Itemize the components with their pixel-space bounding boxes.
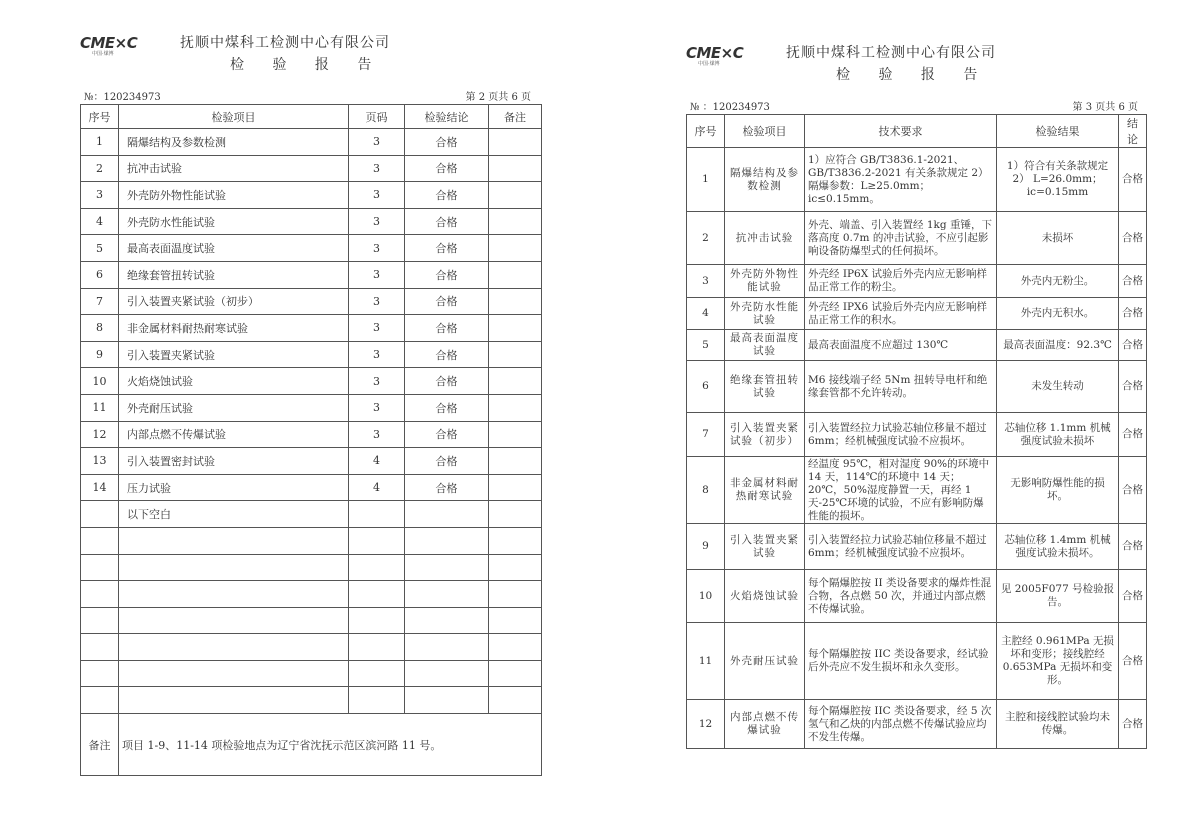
empty-cell <box>489 687 542 714</box>
table-row <box>687 700 1147 749</box>
table-row <box>687 623 1147 700</box>
row-result: 见 2005F077 号检验报告。 <box>997 570 1119 623</box>
row-requirement: 外壳经 IP6X 试验后外壳内应无影响样品正常工作的粉尘。 <box>805 265 997 298</box>
row-number: 12 <box>81 421 119 448</box>
logo-text: CME×C <box>686 44 744 62</box>
table-row <box>81 474 542 501</box>
empty-cell <box>349 687 405 714</box>
row-requirement: M6 接线端子经 5Nm 扭转导电杆和绝缘套管都不允许转动。 <box>805 361 997 413</box>
row-remark <box>489 208 542 235</box>
row-conclusion: 合格 <box>405 448 489 475</box>
row-requirement: 最高表面温度不应超过 130℃ <box>805 330 997 361</box>
empty-cell <box>119 527 349 554</box>
row-number: 6 <box>81 261 119 288</box>
row-number: 5 <box>687 330 725 361</box>
row-number: 10 <box>687 570 725 623</box>
row-item: 外壳防外物性能试验 <box>119 182 349 209</box>
row-number: 3 <box>687 265 725 298</box>
row-remark <box>489 129 542 156</box>
empty-cell <box>489 607 542 634</box>
page-header <box>80 28 545 88</box>
row-item: 抗冲击试验 <box>119 155 349 182</box>
table-row <box>81 341 542 368</box>
page-header <box>686 38 1152 98</box>
row-page: 3 <box>349 368 405 395</box>
empty-cell <box>349 581 405 608</box>
row-item: 内部点燃不传爆试验 <box>725 700 805 749</box>
row-number: 4 <box>687 298 725 330</box>
row-conclusion: 合格 <box>405 315 489 342</box>
table-row <box>81 368 542 395</box>
table-row <box>687 148 1147 212</box>
inspection-summary-table <box>80 104 542 776</box>
row-item: 最高表面温度试验 <box>725 330 805 361</box>
empty-cell <box>81 634 119 661</box>
header-requirement: 技术要求 <box>805 115 997 148</box>
row-page: 4 <box>349 448 405 475</box>
empty-row <box>81 554 542 581</box>
header-item: 检验项目 <box>119 105 349 129</box>
row-item: 外壳耐压试验 <box>119 394 349 421</box>
row-conclusion: 合格 <box>405 421 489 448</box>
row-conclusion: 合格 <box>405 474 489 501</box>
report-page-2 <box>80 28 545 776</box>
row-number: 2 <box>687 212 725 265</box>
row-item: 压力试验 <box>119 474 349 501</box>
empty-row <box>81 660 542 687</box>
row-conclusion: 合格 <box>405 288 489 315</box>
row-result: 无影响防爆性能的损坏。 <box>997 457 1119 524</box>
empty-row <box>81 527 542 554</box>
page-number: 第 2 页共 6 页 <box>465 92 531 103</box>
row-requirement: 外壳经 IPX6 试验后外壳内应无影响样品正常工作的积水。 <box>805 298 997 330</box>
row-number: 2 <box>81 155 119 182</box>
row-item: 内部点燃不传爆试验 <box>119 421 349 448</box>
row-result: 1）符合有关条款规定 2） L=26.0mm；ic=0.15mm <box>997 148 1119 212</box>
table-row <box>81 182 542 209</box>
empty-cell <box>119 660 349 687</box>
row-page: 3 <box>349 235 405 262</box>
empty-cell <box>349 501 405 528</box>
header-conclusion: 结论 <box>1119 115 1147 148</box>
row-item: 引入装置密封试验 <box>119 448 349 475</box>
empty-cell <box>119 554 349 581</box>
row-page: 3 <box>349 288 405 315</box>
row-item: 绝缘套管扭转试验 <box>725 361 805 413</box>
empty-cell <box>81 607 119 634</box>
empty-cell <box>81 501 119 528</box>
company-name: 抚顺中煤科工检测中心有限公司 <box>180 35 390 51</box>
row-number: 7 <box>81 288 119 315</box>
empty-cell <box>405 634 489 661</box>
row-item: 非金属材料耐热耐寒试验 <box>725 457 805 524</box>
empty-cell <box>81 527 119 554</box>
table-row <box>81 129 542 156</box>
table-row <box>687 457 1147 524</box>
row-conclusion: 合格 <box>1119 148 1147 212</box>
row-remark <box>489 235 542 262</box>
empty-cell <box>81 687 119 714</box>
row-item: 火焰烧蚀试验 <box>725 570 805 623</box>
row-conclusion: 合格 <box>1119 413 1147 457</box>
row-requirement: 引入装置经拉力试验芯轴位移量不超过 6mm；经机械强度试验不应损坏。 <box>805 524 997 570</box>
empty-cell <box>119 687 349 714</box>
row-page: 3 <box>349 129 405 156</box>
row-item: 外壳防外物性能试验 <box>725 265 805 298</box>
row-conclusion: 合格 <box>1119 361 1147 413</box>
meta-row <box>80 88 545 104</box>
row-number: 5 <box>81 235 119 262</box>
row-item: 外壳防水性能试验 <box>119 208 349 235</box>
empty-cell <box>405 687 489 714</box>
table-row <box>81 261 542 288</box>
empty-cell <box>119 581 349 608</box>
logo-subtext: 中国·煤博 <box>92 51 114 57</box>
empty-cell <box>489 634 542 661</box>
table-row <box>687 265 1147 298</box>
empty-cell <box>81 581 119 608</box>
row-requirement: 每个隔爆腔按 IIC 类设备要求，经试验后外壳应不发生损坏和永久变形。 <box>805 623 997 700</box>
empty-cell <box>489 554 542 581</box>
row-remark <box>489 474 542 501</box>
empty-row <box>81 634 542 661</box>
row-page: 3 <box>349 421 405 448</box>
table-row <box>81 315 542 342</box>
report-number: № ：120234973 <box>690 102 770 113</box>
row-conclusion: 合格 <box>405 341 489 368</box>
table-row <box>687 413 1147 457</box>
table-row <box>81 288 542 315</box>
header-page: 页码 <box>349 105 405 129</box>
row-result: 外壳内无积水。 <box>997 298 1119 330</box>
row-number: 7 <box>687 413 725 457</box>
report-page-3 <box>686 38 1152 749</box>
row-page: 4 <box>349 474 405 501</box>
row-remark <box>489 315 542 342</box>
empty-cell <box>119 607 349 634</box>
row-conclusion: 合格 <box>1119 524 1147 570</box>
row-conclusion: 合格 <box>1119 265 1147 298</box>
empty-cell <box>405 607 489 634</box>
empty-cell <box>489 660 542 687</box>
row-remark <box>489 288 542 315</box>
company-logo <box>80 34 142 64</box>
row-page: 3 <box>349 394 405 421</box>
empty-cell <box>405 527 489 554</box>
row-number: 6 <box>687 361 725 413</box>
row-conclusion: 合格 <box>1119 298 1147 330</box>
header-no: 序号 <box>81 105 119 129</box>
row-conclusion: 合格 <box>1119 623 1147 700</box>
empty-cell <box>489 581 542 608</box>
empty-cell <box>405 660 489 687</box>
empty-cell <box>489 501 542 528</box>
row-number: 12 <box>687 700 725 749</box>
row-page: 3 <box>349 208 405 235</box>
row-conclusion: 合格 <box>1119 700 1147 749</box>
row-result: 未发生转动 <box>997 361 1119 413</box>
row-number: 4 <box>81 208 119 235</box>
table-row <box>687 524 1147 570</box>
table-row <box>687 298 1147 330</box>
empty-cell <box>119 634 349 661</box>
row-number: 9 <box>81 341 119 368</box>
row-number: 8 <box>687 457 725 524</box>
row-item: 外壳防水性能试验 <box>725 298 805 330</box>
company-name: 抚顺中煤科工检测中心有限公司 <box>786 45 996 61</box>
row-number: 3 <box>81 182 119 209</box>
empty-cell <box>405 554 489 581</box>
report-title: 检 验 报 告 <box>230 57 384 73</box>
row-requirement: 外壳、端盖、引入装置经 1kg 重锤，下落高度 0.7m 的冲击试验，不应引起影响设备防爆型式的任何损坏。 <box>805 212 997 265</box>
table-row <box>81 448 542 475</box>
row-conclusion: 合格 <box>405 235 489 262</box>
empty-row <box>81 607 542 634</box>
row-remark <box>489 448 542 475</box>
table-header-row <box>81 105 542 129</box>
row-result: 主腔和接线腔试验均未传爆。 <box>997 700 1119 749</box>
row-result: 外壳内无粉尘。 <box>997 265 1119 298</box>
empty-cell <box>349 660 405 687</box>
remarks-row <box>81 714 542 776</box>
empty-cell <box>405 581 489 608</box>
empty-cell <box>489 527 542 554</box>
row-item: 隔爆结构及参数检测 <box>725 148 805 212</box>
table-row <box>687 361 1147 413</box>
row-remark <box>489 155 542 182</box>
row-number: 8 <box>81 315 119 342</box>
row-conclusion: 合格 <box>405 129 489 156</box>
row-item: 最高表面温度试验 <box>119 235 349 262</box>
company-logo <box>686 44 748 74</box>
row-requirement: 每个隔爆腔按 IIC 类设备要求，经 5 次氢气和乙炔的内部点燃不传爆试验应均不发生传爆。 <box>805 700 997 749</box>
meta-row <box>686 98 1152 114</box>
empty-row <box>81 687 542 714</box>
row-number: 9 <box>687 524 725 570</box>
inspection-detail-table <box>686 114 1147 749</box>
row-conclusion: 合格 <box>1119 212 1147 265</box>
remarks-label: 备注 <box>81 714 119 776</box>
row-requirement: 经温度 95℃，相对湿度 90%的环境中 14 天，114℃的环境中 14 天；20℃，50%湿度静置一天，再经 1 天-25℃环境的试验，不应有影响防爆性能的损坏。 <box>805 457 997 524</box>
row-item: 引入装置夹紧试验 <box>119 341 349 368</box>
empty-cell <box>81 660 119 687</box>
row-number: 1 <box>81 129 119 156</box>
table-header-row <box>687 115 1147 148</box>
remarks-text: 项目 1-9、11-14 项检验地点为辽宁省沈抚示范区滨河路 11 号。 <box>119 714 542 776</box>
row-result: 未损坏 <box>997 212 1119 265</box>
row-remark <box>489 394 542 421</box>
row-remark <box>489 421 542 448</box>
row-number: 14 <box>81 474 119 501</box>
header-item: 检验项目 <box>725 115 805 148</box>
table-row <box>687 212 1147 265</box>
empty-cell <box>349 527 405 554</box>
empty-cell <box>349 607 405 634</box>
row-number: 13 <box>81 448 119 475</box>
row-remark <box>489 341 542 368</box>
row-conclusion: 合格 <box>1119 457 1147 524</box>
row-page: 3 <box>349 155 405 182</box>
header-remark: 备注 <box>489 105 542 129</box>
table-row <box>81 235 542 262</box>
row-remark <box>489 261 542 288</box>
row-item: 引入装置夹紧试验（初步） <box>119 288 349 315</box>
row-number: 1 <box>687 148 725 212</box>
page-number: 第 3 页共 6 页 <box>1072 102 1138 113</box>
header-conclusion: 检验结论 <box>405 105 489 129</box>
empty-row <box>81 581 542 608</box>
row-remark <box>489 182 542 209</box>
row-result: 芯轴位移 1.4mm 机械强度试验未损坏。 <box>997 524 1119 570</box>
table-row <box>81 421 542 448</box>
row-item: 隔爆结构及参数检测 <box>119 129 349 156</box>
row-requirement: 引入装置经拉力试验芯轴位移量不超过 6mm；经机械强度试验不应损坏。 <box>805 413 997 457</box>
table-row <box>81 208 542 235</box>
row-conclusion: 合格 <box>405 261 489 288</box>
row-item: 绝缘套管扭转试验 <box>119 261 349 288</box>
row-conclusion: 合格 <box>1119 330 1147 361</box>
row-conclusion: 合格 <box>405 208 489 235</box>
row-number: 10 <box>81 368 119 395</box>
header-result: 检验结果 <box>997 115 1119 148</box>
logo-text: CME×C <box>80 34 138 52</box>
blank-note: 以下空白 <box>119 501 349 528</box>
row-item: 外壳耐压试验 <box>725 623 805 700</box>
row-item: 引入装置夹紧试验（初步） <box>725 413 805 457</box>
row-requirement: 每个隔爆腔按 II 类设备要求的爆炸性混合物，各点燃 50 次，并通过内部点燃不传爆试验。 <box>805 570 997 623</box>
row-page: 3 <box>349 182 405 209</box>
row-number: 11 <box>81 394 119 421</box>
row-result: 主腔经 0.961MPa 无损坏和变形；接线腔经 0.653MPa 无损坏和变形。 <box>997 623 1119 700</box>
empty-cell <box>349 634 405 661</box>
table-row <box>81 155 542 182</box>
row-number: 11 <box>687 623 725 700</box>
row-item: 火焰烧蚀试验 <box>119 368 349 395</box>
row-result: 芯轴位移 1.1mm 机械强度试验未损坏 <box>997 413 1119 457</box>
row-conclusion: 合格 <box>405 368 489 395</box>
row-conclusion: 合格 <box>1119 570 1147 623</box>
report-number: №：120234973 <box>84 92 161 103</box>
row-page: 3 <box>349 315 405 342</box>
header-no: 序号 <box>687 115 725 148</box>
table-row <box>687 330 1147 361</box>
row-item: 非金属材料耐热耐寒试验 <box>119 315 349 342</box>
table-row <box>687 570 1147 623</box>
empty-cell <box>81 554 119 581</box>
row-remark <box>489 368 542 395</box>
row-requirement: 1）应符合 GB/T3836.1-2021、GB/T3836.2-2021 有关条款规定 2）隔爆参数：L≥25.0mm；ic≤0.15mm。 <box>805 148 997 212</box>
row-conclusion: 合格 <box>405 394 489 421</box>
row-result: 最高表面温度：92.3℃ <box>997 330 1119 361</box>
empty-cell <box>349 554 405 581</box>
row-page: 3 <box>349 261 405 288</box>
report-title: 检 验 报 告 <box>836 67 990 83</box>
row-conclusion: 合格 <box>405 155 489 182</box>
logo-subtext: 中国·煤博 <box>698 61 720 67</box>
row-page: 3 <box>349 341 405 368</box>
row-conclusion: 合格 <box>405 182 489 209</box>
row-item: 引入装置夹紧试验 <box>725 524 805 570</box>
empty-cell <box>405 501 489 528</box>
blank-note-row <box>81 501 542 528</box>
table-row <box>81 394 542 421</box>
row-item: 抗冲击试验 <box>725 212 805 265</box>
